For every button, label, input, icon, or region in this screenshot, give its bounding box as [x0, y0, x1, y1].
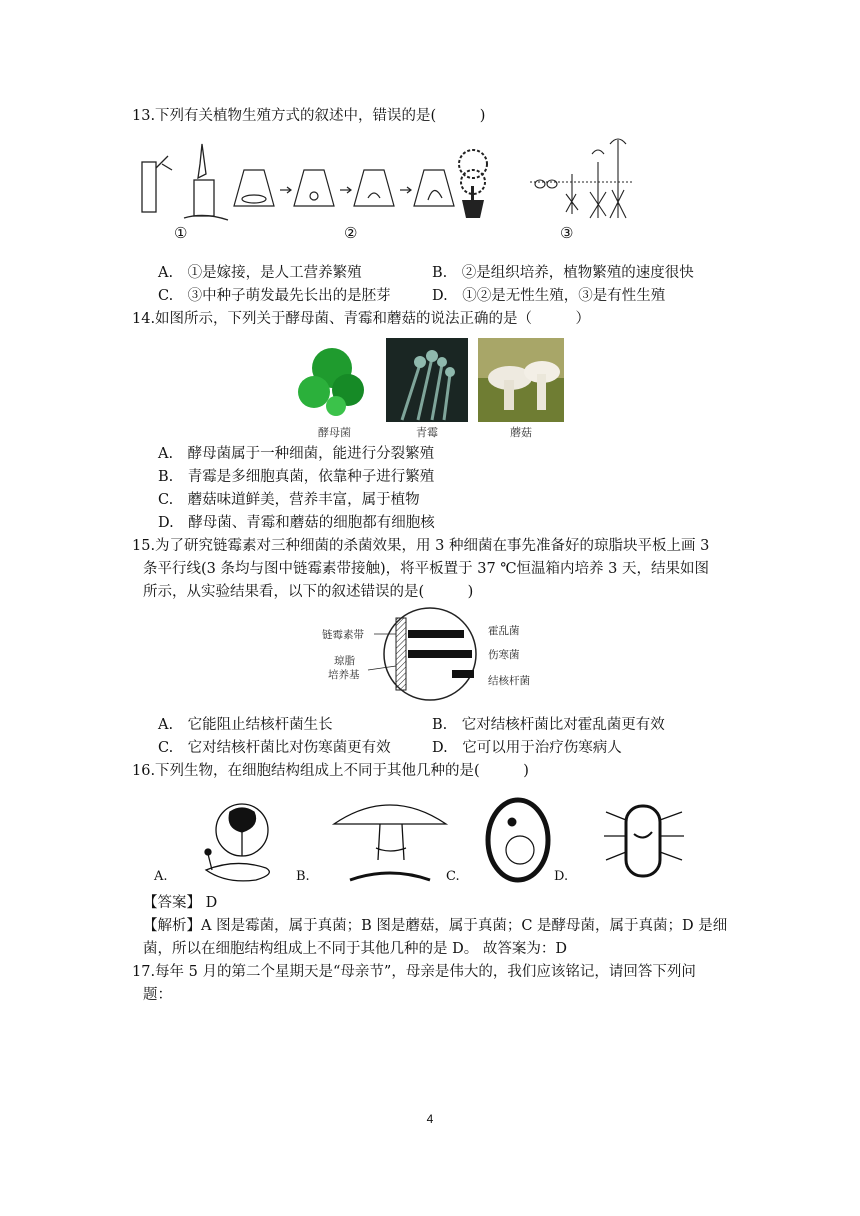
q17-stem-line1: 17.每年 5 月的第二个星期天是“母亲节”，母亲是伟大的，我们应该铭记，请回答下列问 [132, 964, 696, 980]
q15-stem-line3: 所示，从实验结果看，以下的叙述错误的是( ) [143, 584, 474, 600]
option-c-label: C. [446, 869, 460, 884]
q15-stem-line1: 15.为了研究链霉素对三种细菌的杀菌效果，用 3 种细菌在事先准备好的琼脂块平板上画 3 [132, 538, 710, 554]
q13-option-c: C. ③中种子萌发最先长出的是胚芽 [158, 288, 391, 304]
germination-illustration [530, 139, 632, 218]
fig-label-3: ③ [560, 224, 574, 242]
bacterium-drawing [604, 806, 684, 876]
q13-stem: 13.下列有关植物生殖方式的叙述中，错误的是( ) [132, 108, 486, 124]
grafting-illustration [142, 144, 228, 220]
q14-figure [292, 334, 572, 442]
fig-label-2: ② [344, 224, 358, 242]
tb-streak [452, 670, 474, 678]
q14-option-b: B. 青霉是多细胞真菌，依靠种子进行繁殖 [158, 469, 435, 485]
q13-figure [132, 134, 632, 244]
mushroom-drawing [334, 805, 446, 880]
mold-drawing [205, 804, 269, 881]
option-a-label: A. [154, 869, 168, 884]
q16-answer: 【答案】 D [143, 895, 218, 911]
q14-option-d: D. 酵母菌、青霉和蘑菇的细胞都有细胞核 [158, 515, 435, 531]
cholera-streak [408, 630, 464, 638]
q14-option-a: A. 酵母菌属于一种细菌，能进行分裂繁殖 [158, 446, 435, 462]
q15-option-d: D. 它可以用于治疗伤寒病人 [432, 740, 622, 756]
q15-option-b: B. 它对结核杆菌比对霍乱菌更有效 [432, 717, 665, 733]
potted-plant-illustration [459, 150, 487, 218]
q16-figure [150, 790, 710, 888]
q15-option-a: A. 它能阻止结核杆菌生长 [158, 717, 333, 733]
q13-option-a: A. ①是嫁接，是人工营养繁殖 [158, 265, 362, 281]
q14-option-c: C. 蘑菇味道鲜美，营养丰富，属于植物 [158, 492, 420, 508]
fig-label-1: ① [174, 224, 188, 242]
typhoid-streak [408, 650, 472, 658]
streptomycin-strip [396, 618, 406, 690]
q17-stem-line2: 题： [143, 987, 172, 1003]
page-number: 4 [426, 1112, 434, 1126]
yeast-photo [292, 338, 374, 422]
label-streptomycin: 链霉素带 [322, 629, 364, 641]
q16-analysis-line1: 【解析】A 图是霉菌，属于真菌；B 图是蘑菇，属于真菌；C 是酵母菌，属于真菌；D 是细 [143, 918, 728, 934]
q16-stem: 16.下列生物，在细胞结构组成上不同于其他几种的是( ) [132, 763, 529, 779]
q13-option-b: B. ②是组织培养，植物繁殖的速度很快 [432, 265, 694, 281]
mushroom-photo [478, 338, 564, 422]
caption-mushroom: 蘑菇 [510, 426, 532, 439]
q14-stem: 14.如图所示，下列关于酵母菌、青霉和蘑菇的说法正确的是（ ） [132, 311, 591, 327]
q16-analysis-line2: 菌，所以在细胞结构组成上不同于其他几种的是 D。 故答案为：D [143, 941, 567, 957]
yeast-cell-drawing [488, 800, 548, 880]
q15-figure [310, 604, 550, 704]
q15-stem-line2: 条平行线(3 条均与图中链霉素带接触)，将平板置于 37 ℃恒温箱内培养 3 天，结果如图 [143, 561, 709, 577]
q15-option-c: C. 它对结核杆菌比对伤寒菌更有效 [158, 740, 391, 756]
caption-yeast: 酵母菌 [318, 426, 351, 439]
label-typhoid: 伤寒菌 [488, 649, 520, 661]
penicillium-photo [386, 338, 468, 422]
label-agar: 琼脂 [334, 655, 355, 667]
label-cholera: 霍乱菌 [488, 625, 520, 637]
caption-penicillium: 青霉 [416, 426, 438, 439]
label-tb: 结核杆菌 [488, 675, 530, 687]
option-b-label: B. [296, 869, 310, 884]
label-culture: 培养基 [328, 669, 360, 681]
tissue-culture-illustration [234, 170, 454, 206]
q13-option-d: D. ①②是无性生殖，③是有性生殖 [432, 288, 666, 304]
option-d-label: D. [554, 869, 569, 884]
